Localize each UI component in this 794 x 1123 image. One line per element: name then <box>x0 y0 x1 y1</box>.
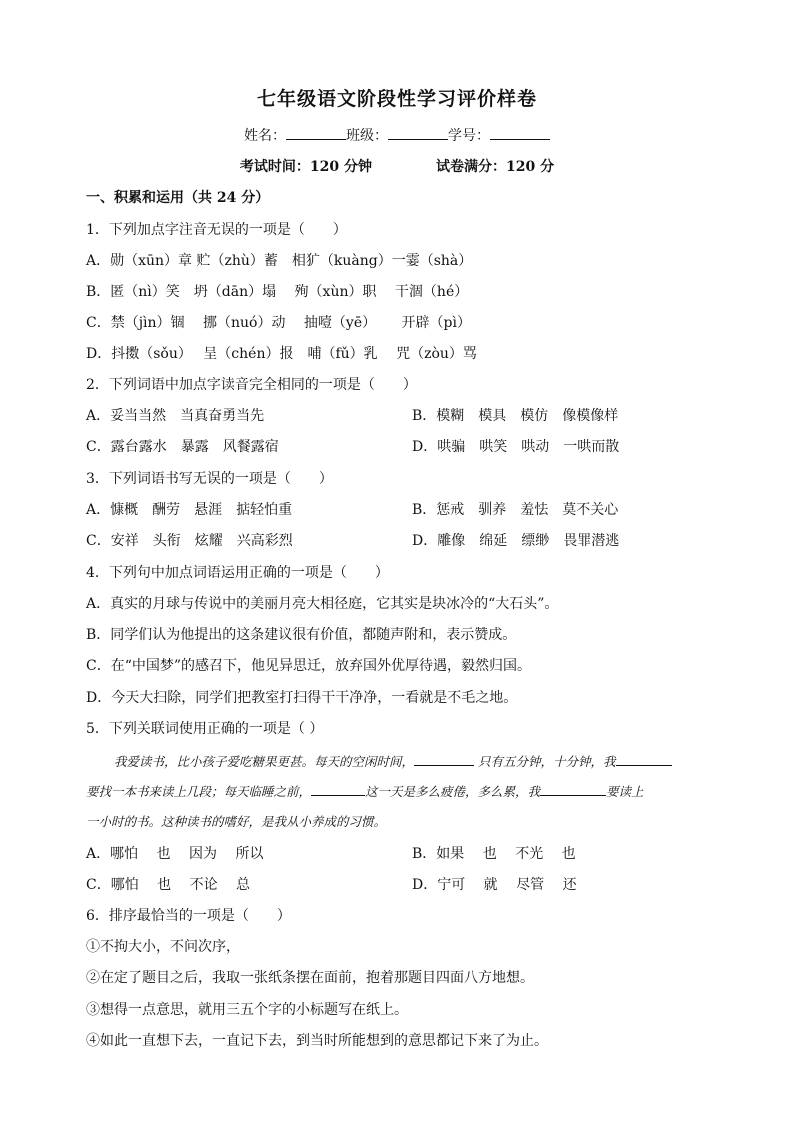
passage-blank-2[interactable] <box>616 751 672 766</box>
exam-score: 试卷满分：120 分 <box>436 159 555 175</box>
id-blank[interactable] <box>490 125 550 140</box>
exam-info-row <box>0 156 794 176</box>
student-info-row <box>0 125 794 145</box>
passage-line-1 <box>86 751 736 770</box>
question-1-option-d: D．抖擞（sǒu） 呈（chén）报 哺（fǔ）乳 咒（zòu）骂 <box>86 346 477 362</box>
question-1-stem: 1．下列加点字注音无误的一项是（ ） <box>86 222 347 238</box>
question-3-option-c: C．安祥 头衔 炫耀 兴高彩烈 <box>86 533 293 549</box>
question-6-sentence-1: ①不拘大小，不问次序， <box>86 939 240 955</box>
passage-blank-1[interactable] <box>414 751 474 766</box>
question-3-option-b: B．惩戒 驯养 羞怯 莫不关心 <box>412 502 619 518</box>
question-3-option-d: D．雕像 绵延 缥缈 畏罪潜逃 <box>412 533 620 549</box>
class-label: 班级： <box>346 128 388 144</box>
passage-text: 这一天是多么疲倦，多么累，我 <box>365 784 541 799</box>
question-1-option-b: B．匿（nì）笑 坍（dān）塌 殉（xùn）职 干涸（hé） <box>86 284 469 300</box>
section-heading: 一、积累和运用（共 24 分） <box>86 190 270 206</box>
question-1-option-c: C．禁（jìn）锢 挪（nuó）动 抽噎（yē） 开辟（pì） <box>86 315 471 331</box>
name-label: 姓名： <box>244 128 286 144</box>
question-5-option-d: D．宁可 就 尽管 还 <box>412 877 577 893</box>
question-3-stem: 3．下列词语书写无误的一项是（ ） <box>86 471 333 487</box>
passage-text: 要读上 <box>606 784 644 799</box>
question-6-sentence-4: ④如此一直想下去，一直记下去，到当时所能想到的意思都记下来了为止。 <box>86 1033 548 1049</box>
question-6-sentence-3: ③想得一点意思，就用三五个字的小标题写在纸上。 <box>86 1002 408 1018</box>
passage-text: 我爱读书，比小孩子爱吃糖果更甚。每天的空闲时间， <box>114 754 415 769</box>
passage-blank-4[interactable] <box>540 781 606 796</box>
question-1-option-a: A．勋（xūn）章 贮（zhù）蓄 相犷（kuàng）一霎（shà） <box>86 253 473 269</box>
question-2-stem: 2．下列词语中加点字读音完全相同的一项是（ ） <box>86 377 417 393</box>
question-6-stem: 6．排序最恰当的一项是（ ） <box>86 908 291 924</box>
question-5-option-a: A．哪怕 也 因为 所以 <box>86 846 264 862</box>
passage-text: 只有五分钟，十分钟，我 <box>474 754 616 769</box>
exam-title: 七年级语文阶段性学习评价样卷 <box>256 88 537 110</box>
question-4-option-a: A．真实的月球与传说中的美丽月亮大相径庭，它其实是块冰冷的“大石头”。 <box>86 596 559 612</box>
question-2-option-c: C．露台露水 暴露 风餐露宿 <box>86 439 279 455</box>
question-5-option-b: B．如果 也 不光 也 <box>412 846 576 862</box>
question-2-option-d: D．哄骗 哄笑 哄动 一哄而散 <box>412 439 620 455</box>
passage-text: 要找一本书来读上几段；每天临睡之前， <box>86 784 312 799</box>
question-3-option-a: A．慷概 酬劳 悬涯 掂轻怕重 <box>86 502 293 518</box>
question-4-stem: 4．下列句中加点词语运用正确的一项是（ ） <box>86 565 389 581</box>
question-4-option-b: B．同学们认为他提出的这条建议很有价值，都随声附和，表示赞成。 <box>86 627 517 643</box>
question-6-sentence-2: ②在定了题目之后，我取一张纸条摆在面前，抱着那题目四面八方地想。 <box>86 970 534 986</box>
question-5-stem: 5．下列关联词使用正确的一项是（ ） <box>86 721 324 737</box>
passage-blank-3[interactable] <box>311 781 365 796</box>
class-blank[interactable] <box>388 125 448 140</box>
question-5-option-c: C．哪怕 也 不论 总 <box>86 877 251 893</box>
id-label: 学号： <box>448 128 490 144</box>
name-blank[interactable] <box>286 125 346 140</box>
passage-line-3: 一小时的书。这种读书的嗜好，是我从小养成的习惯。 <box>86 814 387 829</box>
question-2-option-b: B．模糊 模具 模仿 像模像样 <box>412 408 619 424</box>
exam-time: 考试时间：120 分钟 <box>239 159 372 175</box>
question-4-option-c: C．在“中国梦”的感召下，他见异思迁，放弃国外优厚待遇，毅然归国。 <box>86 658 532 674</box>
question-4-option-d: D．今天大扫除，同学们把教室打扫得干干净净，一看就是不毛之地。 <box>86 690 518 706</box>
question-2-option-a: A．妥当当然 当真奋勇当先 <box>86 408 265 424</box>
passage-line-2 <box>86 781 708 800</box>
